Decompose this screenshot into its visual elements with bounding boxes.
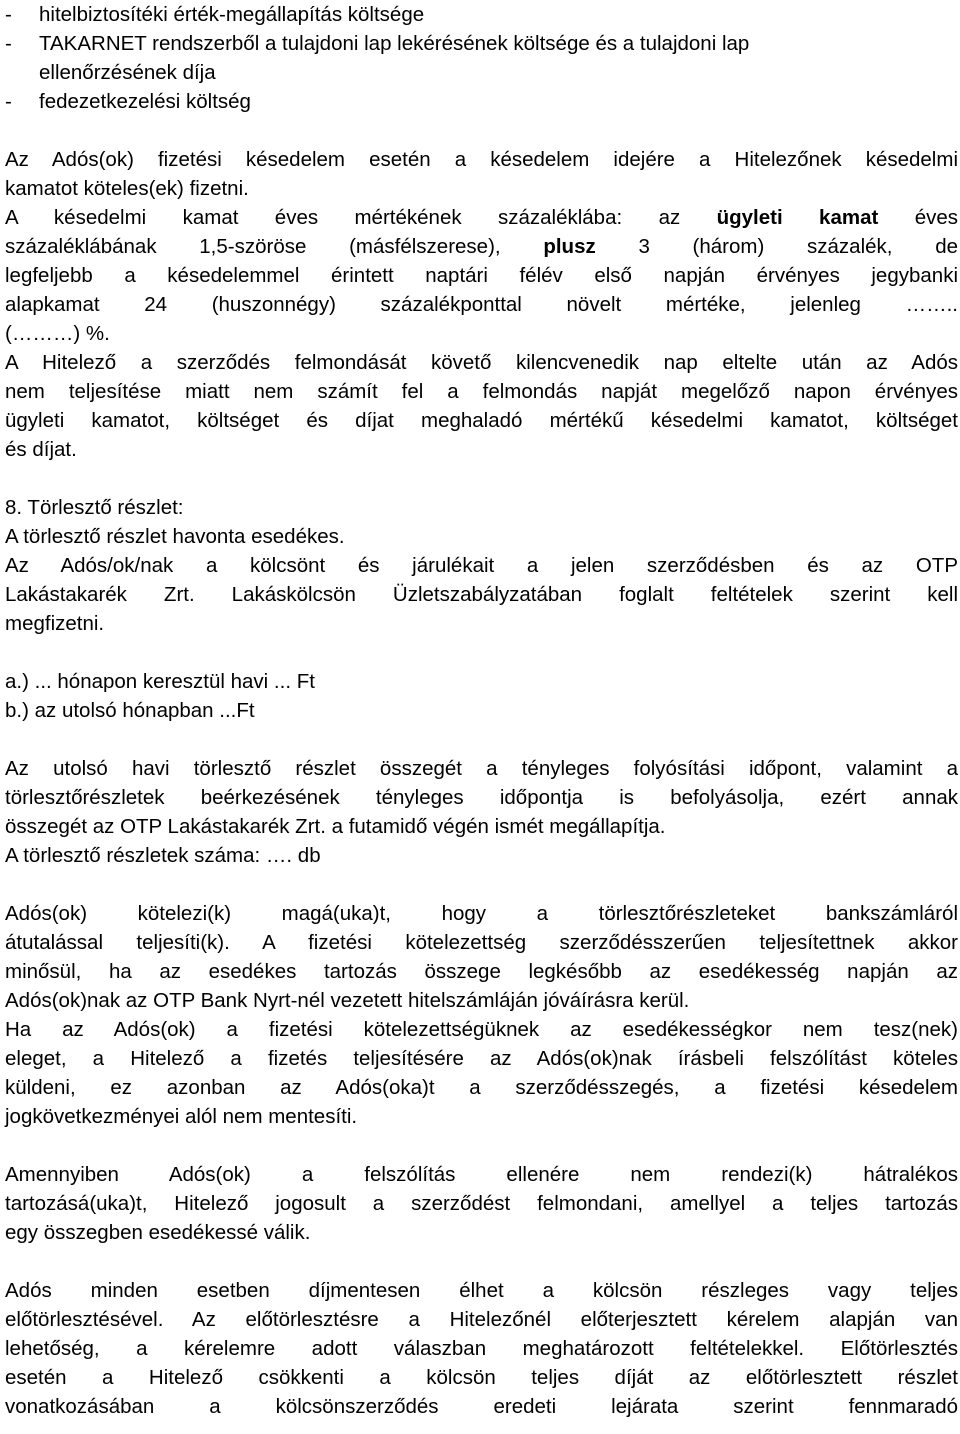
text-line: és díjat. bbox=[5, 438, 77, 461]
text-span: A késedelmi kamat éves mértékének százaléklába: az bbox=[5, 206, 717, 229]
list-item bbox=[5, 58, 958, 87]
text-line: ügyleti kamatot, költséget és díjat meghaladó mértékű késedelmi kamatot, költséget bbox=[5, 409, 958, 432]
text-line: Az Adós/ok/nak a kölcsönt és járulékait a jelen szerződésben és az OTP bbox=[5, 554, 958, 577]
bullet-text: hitelbiztosítéki érték-megállapítás költsége bbox=[39, 3, 425, 26]
text-line: egy összegben esedékessé válik. bbox=[5, 1221, 311, 1244]
text-line: Adós minden esetben díjmentesen élhet a kölcsön részleges vagy teljes bbox=[5, 1279, 958, 1302]
text-line: Az Adós(ok) fizetési késedelem esetén a késedelem idejére a Hitelezőnek késedelmi bbox=[5, 148, 958, 171]
installment-item-b: b.) az utolsó hónapban ...Ft bbox=[5, 699, 255, 722]
text-line: Lakástakarék Zrt. Lakáskölcsön Üzletszabályzatában foglalt feltételek szerint kell bbox=[5, 583, 958, 606]
text-line: előtörlesztésével. Az előtörlesztésre a Hitelezőnél előterjesztett kérelem alapján van bbox=[5, 1308, 958, 1331]
bullet-text: fedezetkezelési költség bbox=[39, 90, 251, 113]
installment-count: A törlesztő részletek száma: …. db bbox=[5, 844, 321, 867]
text-line: Ha az Adós(ok) a fizetési kötelezettségüknek az esedékességkor nem tesz(nek) bbox=[5, 1018, 958, 1041]
bullet-text: ellenőrzésének díja bbox=[39, 61, 216, 84]
text-line: nem teljesítése miatt nem számít fel a felmondás napját megelőző napon érvényes bbox=[5, 380, 958, 403]
list-item bbox=[5, 87, 958, 116]
text-line: Amennyiben Adós(ok) a felszólítás ellenére nem rendezi(k) hátralékos bbox=[5, 1163, 958, 1186]
text-line: tartozásá(uka)t, Hitelező jogosult a szerződést felmondani, amellyel a teljes tartozás bbox=[5, 1192, 958, 1215]
text-line: vonatkozásában a kölcsönszerződés eredeti lejárata szerint fennmaradó bbox=[5, 1395, 958, 1418]
late-interest-paragraph bbox=[5, 145, 958, 464]
cost-bullet-list bbox=[5, 0, 958, 116]
text-line: Adós(ok)nak az OTP Bank Nyrt-nél vezetett hitelszámláján jóváírásra kerül. bbox=[5, 989, 690, 1012]
document-page bbox=[5, 0, 958, 1421]
text-line: A Hitelező a szerződés felmondását követő kilencvenedik nap eltelte után az Adós bbox=[5, 351, 958, 374]
bullet-text: TAKARNET rendszerből a tulajdoni lap lekérésének költsége és a tulajdoni lap bbox=[39, 32, 750, 55]
text-line: Adós(ok) kötelezi(k) magá(uka)t, hogy a törlesztőrészleteket bankszámláról bbox=[5, 902, 958, 925]
text-line bbox=[5, 232, 958, 261]
prepayment-paragraph bbox=[5, 1276, 958, 1421]
text-line: átutalással teljesíti(k). A fizetési kötelezettség szerződésszerűen teljesítettnek akkor bbox=[5, 931, 958, 954]
text-line: összegét az OTP Lakástakarék Zrt. a futamidő végén ismét megállapítja. bbox=[5, 815, 666, 838]
bold-term-plusz: plusz bbox=[543, 235, 596, 258]
text-line: kamatot köteles(ek) fizetni. bbox=[5, 177, 249, 200]
text-line bbox=[5, 203, 958, 232]
section-heading: 8. Törlesztő részlet: bbox=[5, 496, 184, 519]
section-8-installment bbox=[5, 493, 958, 870]
text-line: jogkövetkezményei alól nem mentesíti. bbox=[5, 1105, 358, 1128]
text-line: (………) %. bbox=[5, 322, 110, 345]
text-line: esetén a Hitelező csökkenti a kölcsön teljes díját az előtörlesztett részlet bbox=[5, 1366, 958, 1389]
text-line: lehetőség, a kérelemre adott válaszban meghatározott feltételekkel. Előtörlesztés bbox=[5, 1337, 958, 1360]
text-line: küldeni, ez azonban az Adós(oka)t a szerződésszegés, a fizetési késedelem bbox=[5, 1076, 958, 1099]
text-line: minősül, ha az esedékes tartozás összege legkésőbb az esedékesség napján az bbox=[5, 960, 958, 983]
bold-term-ugyleti-kamat: ügyleti kamat bbox=[716, 206, 879, 229]
text-line: megfizetni. bbox=[5, 612, 105, 635]
payment-obligation-paragraph bbox=[5, 899, 958, 1131]
list-item bbox=[5, 29, 958, 58]
list-item bbox=[5, 0, 958, 29]
text-line: legfeljebb a késedelemmel érintett naptári félév első napján érvényes jegybanki bbox=[5, 264, 958, 287]
text-span: 3 (három) százalék, de bbox=[595, 235, 958, 258]
installment-item-a: a.) ... hónapon keresztül havi ... Ft bbox=[5, 670, 315, 693]
default-clause-paragraph bbox=[5, 1160, 958, 1247]
text-line: alapkamat 24 (huszonnégy) százalékponttal növelt mértéke, jelenleg …….. bbox=[5, 293, 958, 316]
text-line: Az utolsó havi törlesztő részlet összegét a tényleges folyósítási időpont, valamint a bbox=[5, 757, 958, 780]
text-line: A törlesztő részlet havonta esedékes. bbox=[5, 525, 345, 548]
bullet-dash bbox=[5, 58, 39, 87]
bullet-dash: - bbox=[5, 90, 12, 113]
bullet-dash: - bbox=[5, 32, 12, 55]
text-span: százaléklábának 1,5-szöröse (másfélszerese), bbox=[5, 235, 544, 258]
text-line: eleget, a Hitelező a fizetés teljesítésére az Adós(ok)nak írásbeli felszólítást köteles bbox=[5, 1047, 958, 1070]
bullet-dash: - bbox=[5, 3, 12, 26]
text-span: éves bbox=[878, 206, 959, 229]
text-line: törlesztőrészletek beérkezésének tényleges időpontja is befolyásolja, ezért annak bbox=[5, 786, 958, 809]
